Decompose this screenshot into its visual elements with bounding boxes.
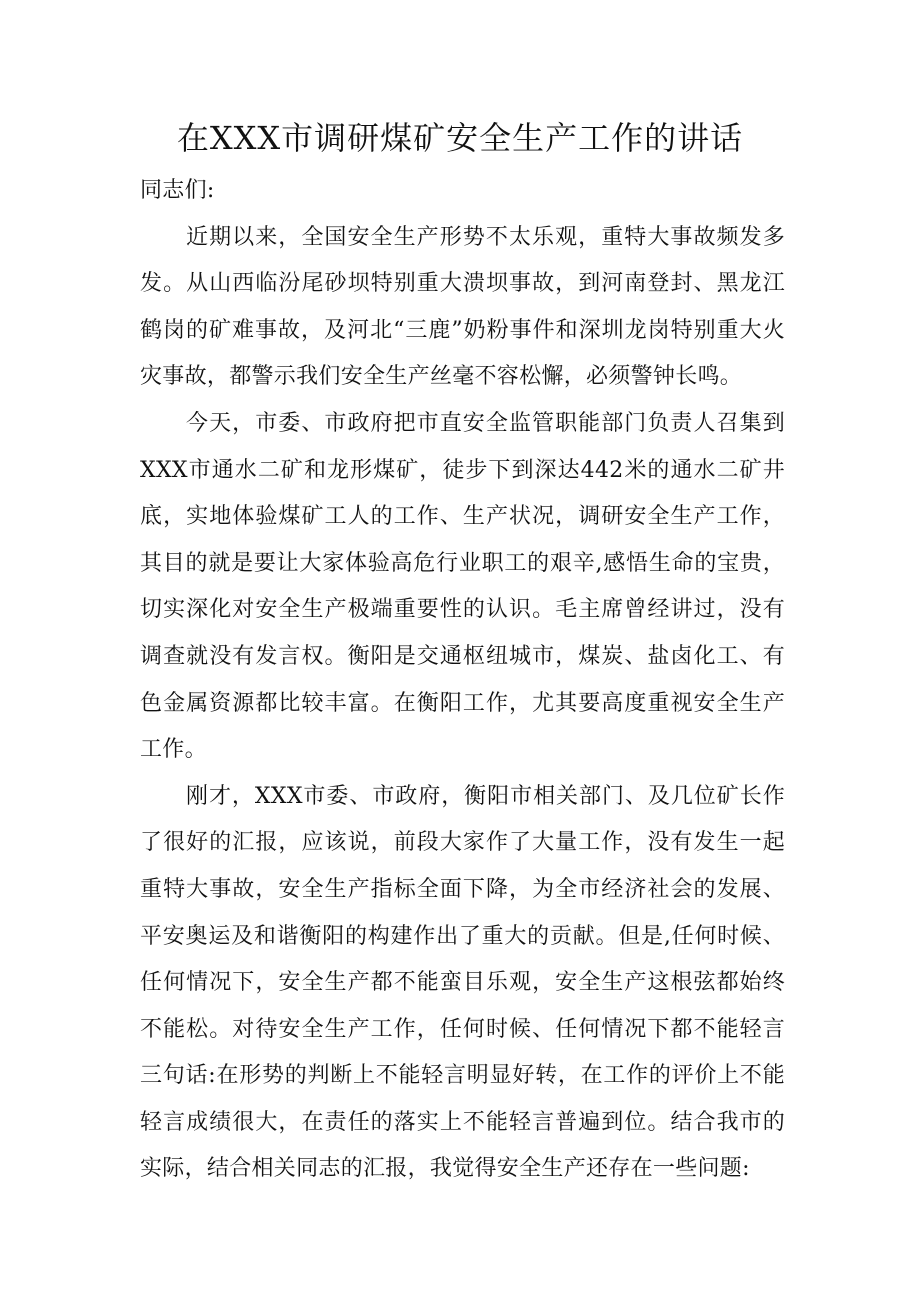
salutation: 同志们: — [140, 178, 215, 203]
document-title: 在XXX市调研煤矿安全生产工作的讲话 — [176, 119, 744, 157]
paragraph-3: 刚才，XXX市委、市政府，衡阳市相关部门、及几位矿长作了很好的汇报，应该说，前段大家作了大量工作，没有发生一起重特大事故，安全生产指标全面下降，为全市经济社会的发展、平安奥运及和谐衡阳的构建作出了重大的贡献。但是,任何时候、任何情况下，安全生产都不能蛮目乐观，安全生产这根弦都始终不能松。对待安全生产工作，任何时候、任何情况下都不能轻言三句话:在形势的判断上不能轻言明显好转，在工作的评价上不能轻言成绩很大，在责任的落实上不能轻言普遍到位。结合我市的实际，结合相关同志的汇报，我觉得安全生产还存在一些问题: — [140, 783, 785, 1182]
paragraph-1: 近期以来，全国安全生产形势不太乐观，重特大事故频发多发。从山西临汾尾砂坝特别重大溃坝事故，到河南登封、黑龙江鹤岗的矿难事故，及河北“三鹿”奶粉事件和深圳龙岗特别重大火灾事故，都警示我们安全生产丝毫不容松懈，必须警钟长鸣。 — [140, 224, 785, 390]
paragraph-2: 今天，市委、市政府把市直安全监管职能部门负责人召集到XXX市通水二矿和龙形煤矿，徒步下到深达442米的通水二矿井底，实地体验煤矿工人的工作、生产状况，调研安全生产工作，其目的就是要让大家体验高危行业职工的艰辛,感悟生命的宝贵，切实深化对安全生产极端重要性的认识。毛主席曾经讲过，没有调查就没有发言权。衡阳是交通枢纽城市，煤炭、盐卤化工、有色金属资源都比较丰富。在衡阳工作，尤其要高度重视安全生产工作。 — [140, 410, 785, 763]
document-body — [140, 168, 785, 1193]
